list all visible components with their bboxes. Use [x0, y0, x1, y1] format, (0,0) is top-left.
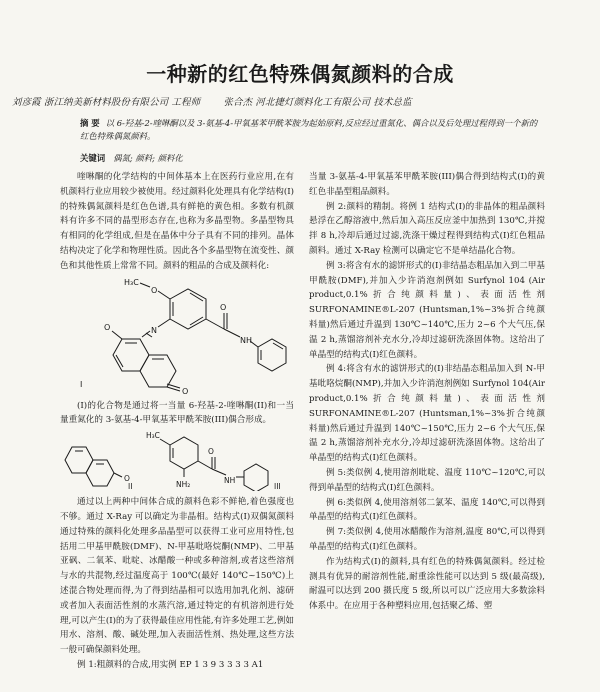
right-paragraph-6: 例 6:类似例 4,使用溶剂邻二氯苯、温度 140℃,可以得到单晶型的结构式(I)红色颜料。 — [309, 497, 545, 523]
carbonyl-o-label: O — [220, 302, 227, 312]
right-paragraph-7: 例 7:类似例 4,使用冰醋酸作为溶剂,温度 80℃,可以得到单晶型的结构式(I)红色颜料。 — [309, 527, 545, 552]
chemical-structure-2 — [60, 431, 294, 491]
structure-ii-iii-drawing — [60, 431, 294, 491]
author-2: 张合杰 河北捷灯颜料化工有限公司 技术总监 — [223, 97, 412, 108]
keywords-text: 偶氮; 颜料; 颜料化 — [113, 153, 183, 163]
abstract — [80, 117, 542, 143]
carbonyl-o-label-2: O — [208, 447, 214, 457]
abstract-label: 摘 要 — [80, 118, 100, 128]
keywords — [80, 152, 183, 164]
methyl-label-2: H₃C — [146, 431, 160, 441]
amide-nh-label-2: NH — [224, 476, 236, 486]
chemical-structure-1 — [60, 277, 294, 395]
author-line — [12, 94, 588, 108]
paper-title: 一种新的红色特殊偶氮颜料的合成 — [146, 62, 454, 86]
right-paragraph-3: 例 3:将含有水的滤饼形式的(I)非结晶态粗品加入到二甲基甲酰胺(DMF),并加入少许消泡剂例如 Surfynol 104 (Air product,0.1%折合纯颜料量)、表面活性剂 SURFONAMINE®L-207 (Huntsman,1%~3%折合纯颜料量)然后通过升温到 130℃~140℃,压力 2~6 个大气压,保温 2 h,蒸馏溶剂补充水分,冷却过滤研洗涤固体物。这给出了单晶型的结构式(I)红色颜料。 — [309, 260, 545, 360]
methyl-label: H₃C — [124, 277, 139, 287]
right-paragraph-8: 作为结构式(I)的颜料,具有红色的特殊偶氮颜料。经过检测具有优异的耐溶剂性能,耐重涂性能可以达到 5 级(最高级),耐温可以达到 200 摄氏度 5 级,所以可以广泛应用大多数涂料体系中。在应用于各种塑料应用,包括聚乙烯、塑 — [309, 556, 545, 612]
structure-label-ii: II — [128, 482, 133, 492]
lactam-o-label-2: O — [124, 474, 130, 484]
right-paragraph-2: 例 2:颜料的精制。将例 1 结构式(I)的非晶体的粗品颜料悬浮在乙醇溶液中,然后加入高压反应釜中加热到 130℃,并搅拌 8 h,冷却后通过过滤,洗涤干燥过程得到结构式(I)红色粗品颜料。通过 X-Ray 检测可以确定它不是单结晶化合物。 — [309, 201, 545, 256]
left-paragraph-4: 例 1:粗颜料的合成,用实例 EP 1 3 9 3 3 3 3 A1 — [77, 659, 264, 670]
left-paragraph-2: (I)的化合物是通过将一当量 6-羟基-2-喹啉酮(II)和一当量重氮化的 3-氨基-4-甲氧基苯甲酰苯胺(III)偶合形成。 — [60, 400, 294, 426]
structure-label-i: I — [80, 379, 83, 389]
abstract-text: 以 6-羟基-2-喹啉酮以及 3-氨基-4-甲氧基苯甲酰苯胺为起始原料,反应经过重氮化、偶合以及后处理过程得到一个新的红色特殊偶氮颜料。 — [80, 118, 538, 141]
hydroxy-o-label: O — [104, 322, 111, 332]
right-paragraph-1: 当量 3-氨基-4-甲氧基苯甲酰苯胺(III)偶合得到结构式(I)的黄红色非晶型粗品颜料。 — [309, 172, 545, 197]
structure-i-drawing — [60, 277, 294, 395]
left-paragraph-1: 喹啉酮的化学结构的中间体基本上在医药行业应用,在有机颜料行业应用较少被使用。经过颜料化处理具有化学结构(I)的特殊偶氮颜料是红色色谱,具有鲜艳的黄色相。多数有机颜料有许多不同的晶型形态存在,也称为多晶型物。多晶型物具有相同的化学组成,但是在晶体中分子具有不同的排列。晶体结构决定了化学和物理性质。因此各个多晶型物在流变性、颜色和其他性质上常常不同。颜料的粗品的合成及颜料化: — [60, 172, 294, 271]
author-1: 刘彦霞 浙江纳美新材料股份有限公司 工程师 — [12, 97, 201, 108]
lactam-o-label: O — [182, 386, 189, 395]
left-column — [60, 170, 294, 692]
azo-n-label: N — [151, 325, 157, 335]
amide-nh-label: NH — [240, 335, 252, 345]
amine-label: NH₂ — [176, 480, 191, 490]
right-paragraph-4: 例 4:将含有水的滤饼形式的(I)非结晶态粗品加入到 N-甲基吡咯烷酮(NMP),并加入少许消泡剂例如 Surfynol 104(Air product,0.1%折合纯颜料量)、表面活性剂 SURFONAMINE®L-207 (Huntsman,1%~3%折合纯颜料量)然后通过升温到 140℃~150℃,压力 2~6 个大气压,保温 2 h,蒸馏溶剂补充水分,冷却过滤研洗涤固体物。这给出了单晶型的结构式(I)红色颜料。 — [309, 364, 545, 464]
structure-label-iii: III — [274, 482, 281, 492]
right-paragraph-5: 例 5:类似例 4,使用溶剂吡啶、温度 110℃~120℃,可以得到单晶型的结构式(I)红色颜料。 — [309, 467, 545, 493]
right-column — [309, 170, 545, 692]
oxygen-label: O — [151, 285, 158, 295]
left-paragraph-3: 通过以上两种中间体合成的颜料色彩不鲜艳,着色强度也不够。通过 X-Ray 可以确定为非晶相。结构式(I)双偶氮颜料通过特殊的颜料化处理多品晶型可以获得工业可应用特性,包括用二甲基甲酰胺(DMF)、N-甲基吡咯烷酮(NMP)、二甲基亚砜、二氧苯、吡啶、冰醋酸一种或多种溶剂,或者这些溶剂与水的共混物,经过温度高于 100℃(最好 140℃~150℃)上述混合物处理而得,为了得到结晶相可以选用加乳化剂、滤研或者加入表面活性剂的水蒸汽溶,通过特定的有机溶剂进行处理,可以产生(I)的为了获得最佳应用性能,有许多处理工艺,例如用水、溶剂、酸、碱处理,加入表面活性剂、热处理,这些方法一般可确保颜料处理。 — [60, 497, 294, 656]
keywords-label: 关键词 — [80, 153, 106, 163]
